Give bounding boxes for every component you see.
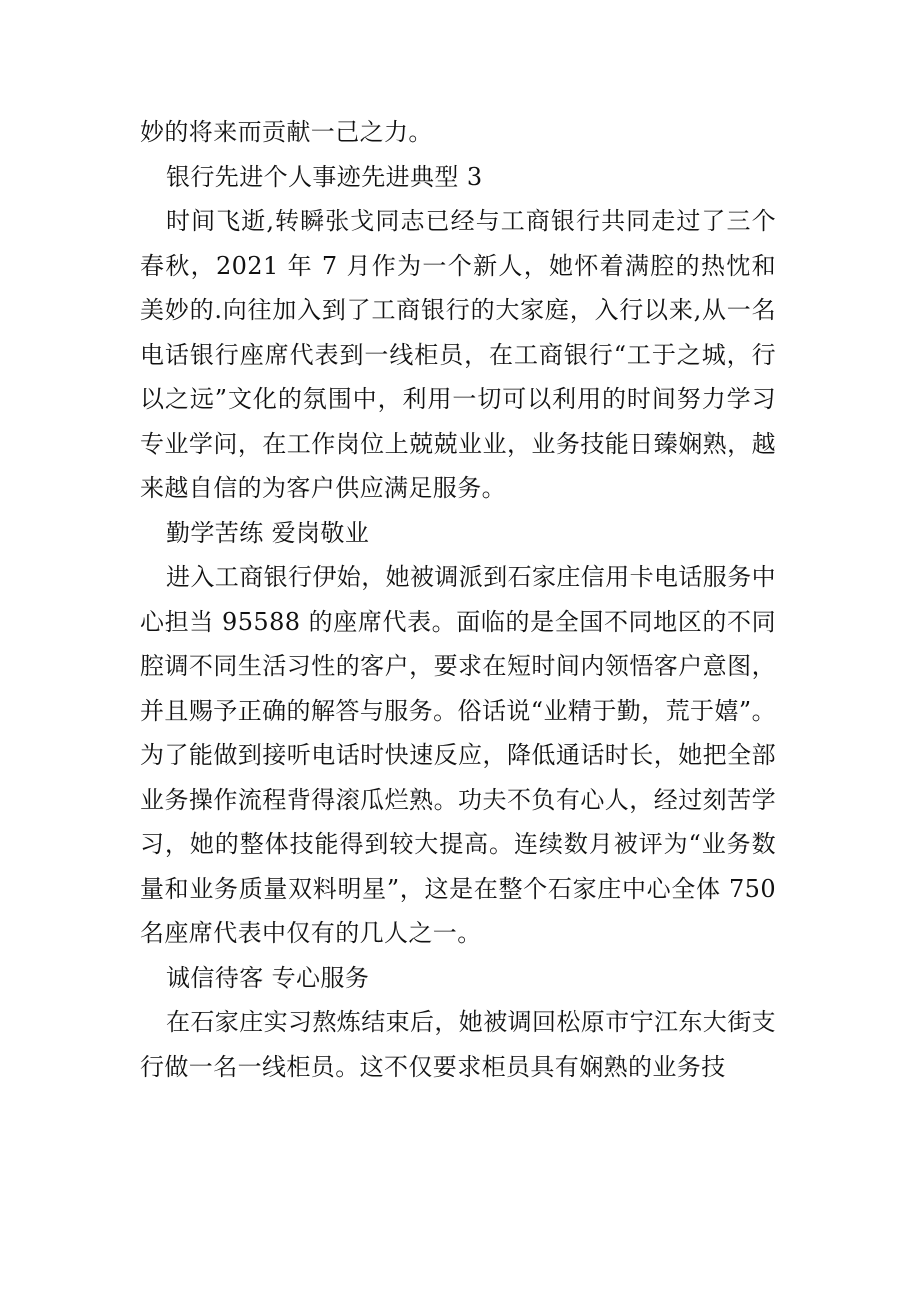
paragraph-integrity: 在石家庄实习熬炼结束后，她被调回松原市宁江东大街支行做一名一线柜员。这不仅要求柜员具有娴熟的业务技 [140,1008,776,1081]
paragraph-diligence: 进入工商银行伊始，她被调派到石家庄信用卡电话服务中心担当 95588 的座席代表。面临的是全国不同地区的不同腔调不同生活习性的客户，要求在短时间内领悟客户意图，并且赐予正确的解答与服务。俗话说“业精于勤，荒于嬉”。为了能做到接听电话时快速反应，降低通话时长，她把全部业务操作流程背得滚瓜烂熟。功夫不负有心人，经过刻苦学习，她的整体技能得到较大提高。连续数月被评为“业务数量和业务质量双料明星”，这是在整个石家庄中心全体 750 名座席代表中仅有的几人之一。 [140,563,776,947]
subheading-integrity: 诚信待客 专心服务 [166,963,370,992]
document-body [140,110,776,1089]
paragraph-intro: 时间飞逝,转瞬张戈同志已经与工商银行共同走过了三个春秋，2021 年 7 月作为一个新人，她怀着满腔的热忱和美妙的.向往加入到了工商银行的大家庭，入行以来,从一名电话银行座席代表到一线柜员，在工商银行“工于之城，行以之远”文化的氛围中，利用一切可以利用的时间努力学习专业学问，在工作岗位上兢兢业业，业务技能日臻娴熟，越来越自信的为客户供应满足服务。 [140,207,776,502]
subheading-diligence: 勤学苦练 爱岗敬业 [166,518,370,547]
section-title: 银行先进个人事迹先进典型 3 [166,162,483,191]
paragraph-continuation: 妙的将来而贡献一己之力。 [140,118,433,146]
